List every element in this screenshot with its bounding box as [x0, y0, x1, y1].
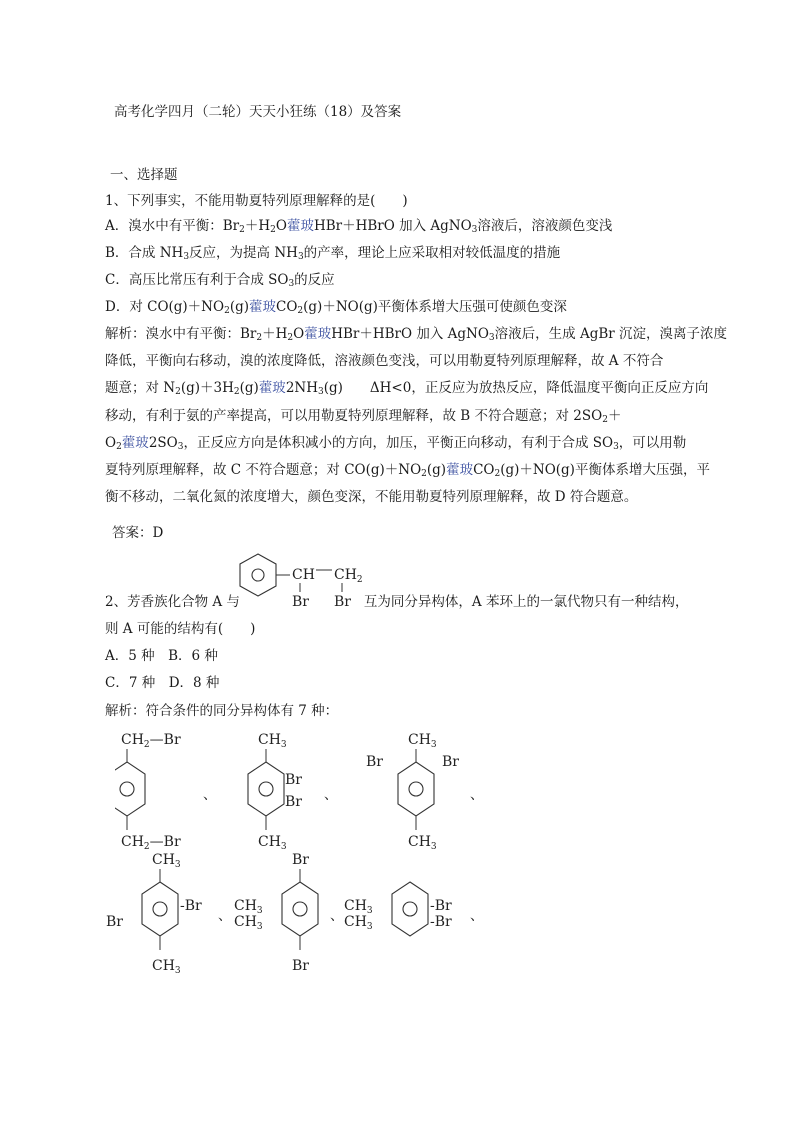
reversible-arrow: 藿玻 [304, 326, 332, 342]
reversible-arrow: 藿玻 [446, 462, 474, 478]
document-title: 高考化学四月（二轮）天天小狂练（18）及答案 [114, 104, 402, 120]
q1-stem: 1、下列事实，不能用勒夏特列原理解释的是( ) [105, 193, 408, 209]
svg-text:Br: Br [285, 772, 302, 788]
separator: 、 [330, 908, 344, 924]
svg-text:CH3: $CH_3$ [258, 732, 287, 750]
reversible-arrow: 藿玻 [121, 435, 149, 451]
q2-explanation: 解析：符合条件的同分异构体有 7 种： [105, 703, 339, 719]
q1-option-d: D．对 $CO(g)+NO_2(g)$藿玻$CO_2(g)+NO(g)$平衡体系增大压强可使颜色变深 [105, 299, 567, 316]
svg-text:Br: Br [334, 594, 351, 610]
svg-text:-Br: -Br [430, 898, 452, 914]
separator: 、 [218, 908, 232, 924]
q2-options-ab: A．5 种 B．6 种 [105, 648, 218, 664]
section-heading: 一、选择题 [110, 167, 178, 183]
isomer-structure-5 [232, 848, 332, 974]
svg-text:CH3: $CH_3$ [234, 898, 263, 916]
svg-text:CH3: $CH_3$ [152, 958, 181, 974]
q2-stem-line2: 则 A 可能的结构有( ) [105, 621, 256, 637]
svg-text:Br: Br [292, 594, 309, 610]
isomer-structure-2 [232, 728, 322, 854]
svg-text:CH2: $CH_2$ [334, 567, 363, 585]
svg-text:-Br: -Br [180, 898, 202, 914]
isomer-structure-4 [104, 848, 224, 974]
svg-text:CH3: $CH_3$ [234, 914, 263, 932]
separator: 、 [203, 787, 217, 803]
q1-explanation-line2: 降低，平衡向右移动，溴的浓度降低，溶液颜色变浅，可以用勒夏特列原理解释，故 A 不符合 [105, 353, 664, 369]
q1-option-c: C．高压比常压有利于合成 $SO_3$的反应 [105, 272, 335, 289]
separator: 、 [470, 908, 484, 924]
isomer-structure-6 [342, 876, 472, 946]
svg-text:CH2—Br: $CH_2—Br$ [121, 732, 181, 750]
q1-explanation-line6: 夏特列原理解释，故 C 不符合题意；对 $CO(g)+NO_2(g)$藿玻$CO_2(g)+NO(g)$平衡体系增大压强，平 [105, 462, 710, 479]
q1-option-b: B．合成 $NH_3$反应，为提高 $NH_3$的产率，理论上应采取相对较低温度的措施 [105, 245, 561, 262]
svg-text:Br: Br [106, 914, 123, 930]
q1-option-a: A．溴水中有平衡：$Br_2+H_2O$藿玻HBr＋HBrO 加入 AgNO$_3$溶液后，溶液颜色变浅 [105, 218, 613, 235]
reversible-arrow: 藿玻 [286, 218, 314, 234]
isomer-structure-3 [362, 728, 472, 854]
svg-text:Br: Br [292, 958, 309, 974]
reversible-arrow: 藿玻 [258, 380, 286, 396]
svg-text:Br: Br [285, 794, 302, 810]
reversible-arrow: 藿玻 [249, 299, 276, 315]
svg-text:CH3: $CH_3$ [408, 834, 437, 852]
svg-text:CH2—Br: $CH_2—Br$ [121, 834, 181, 852]
q2-stem-line1: 2、芳香族化合物 A 与 互为同分异构体，A 苯环上的一氯代物只有一种结构， [105, 594, 689, 610]
svg-text:CH3: $CH_3$ [258, 834, 287, 852]
svg-text:Br: Br [366, 754, 383, 770]
svg-text:-Br: -Br [430, 914, 452, 930]
q1-explanation-line1: 解析：溴水中有平衡：$Br_2+H_2O$藿玻HBr＋HBrO 加入 AgNO$_3$溶液后，生成 AgBr 沉淀，溴离子浓度 [105, 326, 728, 343]
q2-options-cd: C．7 种 D．8 种 [105, 675, 220, 691]
isomer-structure-1 [115, 728, 205, 854]
svg-text:CH3: $CH_3$ [344, 898, 373, 916]
svg-text:Br: Br [442, 754, 459, 770]
q1-answer: 答案：D [112, 525, 164, 541]
q1-explanation-line7: 衡不移动，二氧化氮的浓度增大，颜色变深，不能用勒夏特列原理解释，故 D 符合题意。 [105, 489, 638, 505]
separator: 、 [324, 787, 338, 803]
svg-text:CH3: $CH_3$ [152, 852, 181, 870]
svg-text:CH: CH [292, 567, 315, 583]
q1-explanation-line5: $O_2$藿玻$2SO_3$，正反应方向是体积减小的方向，加压，平衡正向移动，有利于合成 $SO_3$，可以用勒 [105, 435, 687, 452]
svg-text:Br: Br [292, 852, 309, 868]
separator: 、 [470, 787, 484, 803]
svg-text:CH3: $CH_3$ [408, 732, 437, 750]
q1-explanation-line3: 题意；对 $N_2(g)+3H_2(g)$藿玻$2NH_3(g)$ ΔH<0，正反应为放热反应，降低温度平衡向正反应方向 [105, 380, 709, 397]
svg-text:CH3: $CH_3$ [344, 914, 373, 932]
q1-explanation-line4: 移动，有利于氨的产率提高，可以用勒夏特列原理解释，故 B 不符合题意；对 $2SO_2+$ [105, 408, 622, 425]
